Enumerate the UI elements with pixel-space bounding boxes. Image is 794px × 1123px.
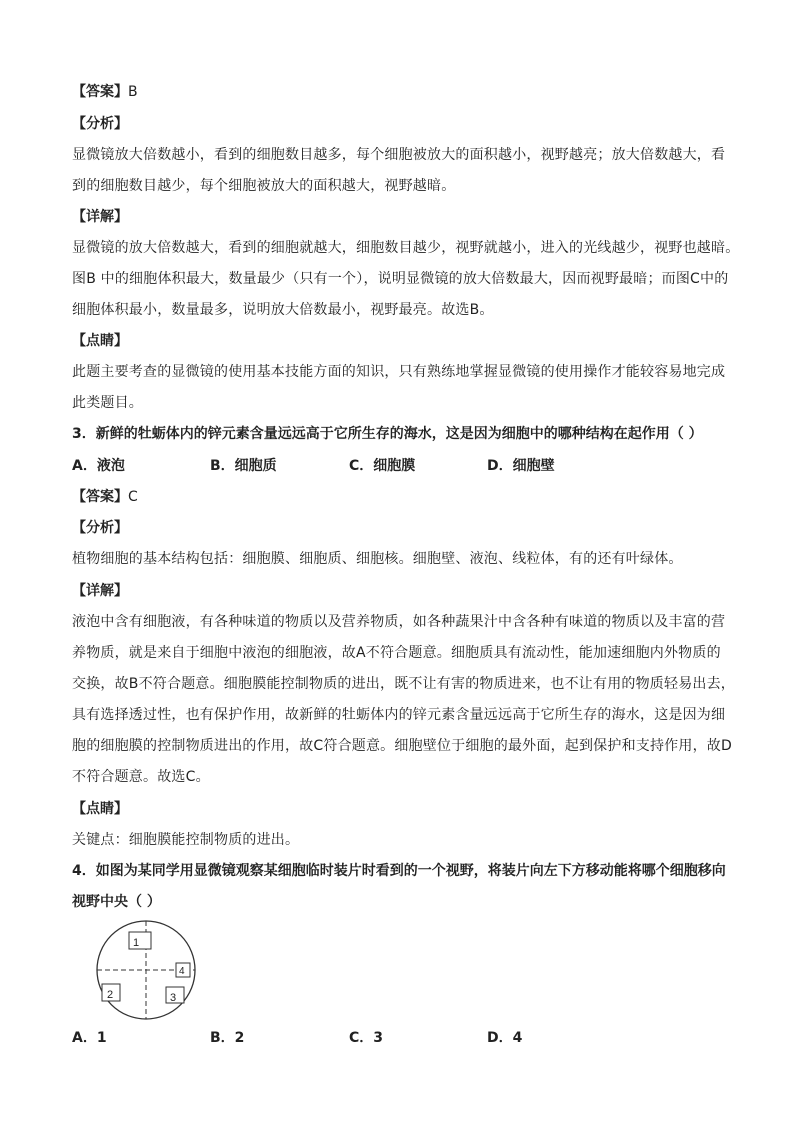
q3-detail-tag: 【详解】	[72, 583, 128, 599]
q3-option-a: A．液泡	[72, 458, 125, 474]
q3-question: 3．新鲜的牡蛎体内的锌元素含量远远高于它所生存的海水，这是因为细胞中的哪种结构在起作用（ ）	[72, 426, 703, 442]
q3-option-b: B．细胞质	[210, 458, 277, 474]
q3-option-d: D．细胞壁	[487, 458, 555, 474]
q2-comment-line-1: 此题主要考查的显微镜的使用基本技能方面的知识，只有熟练地掌握显微镜的使用操作才能较容易地完成	[72, 364, 726, 380]
q3-analysis-line-1: 植物细胞的基本结构包括：细胞膜、细胞质、细胞核。细胞壁、液泡、线粒体，有的还有叶绿体。	[72, 551, 683, 567]
cell-2	[102, 984, 120, 1001]
q4-question-line-2: 视野中央（ ）	[72, 894, 161, 910]
q4-question-line-1: 4．如图为某同学用显微镜观察某细胞临时装片时看到的一个视野，将装片向左下方移动能将哪个细胞移向	[72, 863, 726, 879]
q3-detail-line-2: 养物质，就是来自于细胞中液泡的细胞液，故A不符合题意。细胞质具有流动性，能加速细胞内外物质的	[72, 645, 721, 661]
q2-detail-line-2: 图B 中的细胞体积最大，数量最少（只有一个），说明显微镜的放大倍数最大，因而视野最暗；而图C中的	[72, 271, 729, 287]
q4-option-b: B．2	[210, 1030, 245, 1046]
cell-3-label: 3	[170, 992, 177, 1004]
cell-2-label: 2	[107, 989, 114, 1001]
q3-detail-line-3: 交换，故B不符合题意。细胞膜能控制物质的进出，既不让有害的物质进来，也不让有用的物质轻易出去，	[72, 676, 736, 692]
q2-detail-tag: 【详解】	[72, 209, 128, 225]
q3-detail-line-5: 胞的细胞膜的控制物质进出的作用，故C符合题意。细胞壁位于细胞的最外面，起到保护和支持作用，故D	[72, 738, 732, 754]
q2-analysis-line-2: 到的细胞数目越少，每个细胞被放大的面积越大，视野越暗。	[72, 178, 456, 194]
q2-comment-line-2: 此类题目。	[72, 395, 143, 411]
cell-3	[166, 987, 184, 1004]
q2-answer-line	[72, 82, 138, 102]
q3-comment-line-1: 关键点：细胞膜能控制物质的进出。	[72, 832, 300, 848]
cell-4-label: 4	[179, 966, 185, 977]
q3-option-c: C．细胞膜	[349, 458, 416, 474]
answer-value: B	[128, 84, 138, 100]
cell-4	[176, 963, 190, 977]
q3-comment-tag: 【点睛】	[72, 801, 128, 817]
answer-tag: 【答案】	[72, 84, 128, 100]
q3-detail-line-4: 具有选择透过性，也有保护作用，故新鲜的牡蛎体内的锌元素含量远远高于它所生存的海水，这是因为细	[72, 707, 726, 723]
q3-answer-line	[72, 487, 138, 507]
q4-option-d: D．4	[487, 1030, 523, 1046]
answer-value: C	[128, 489, 138, 505]
microscope-field-diagram	[90, 920, 210, 1020]
q2-comment-tag: 【点睛】	[72, 333, 128, 349]
answer-tag: 【答案】	[72, 489, 128, 505]
q4-option-c: C．3	[349, 1030, 384, 1046]
q3-analysis-tag: 【分析】	[72, 520, 128, 536]
q4-option-a: A．1	[72, 1030, 107, 1046]
q2-analysis-line-1: 显微镜放大倍数越小，看到的细胞数目越多，每个细胞被放大的面积越小，视野越亮；放大倍数越大，看	[72, 147, 726, 163]
q2-analysis-tag: 【分析】	[72, 116, 128, 132]
cell-1	[129, 932, 151, 949]
q2-detail-line-3: 细胞体积最小，数量最多，说明放大倍数最小，视野最亮。故选B。	[72, 302, 494, 318]
q3-detail-line-1: 液泡中含有细胞液，有各种味道的物质以及营养物质，如各种蔬果汁中含各种有味道的物质以及丰富的营	[72, 614, 726, 630]
cell-1-label: 1	[133, 937, 140, 949]
q2-detail-line-1: 显微镜的放大倍数越大，看到的细胞就越大，细胞数目越少，视野就越小，进入的光线越少，视野也越暗。	[72, 240, 740, 256]
q3-detail-line-6: 不符合题意。故选C。	[72, 769, 210, 785]
